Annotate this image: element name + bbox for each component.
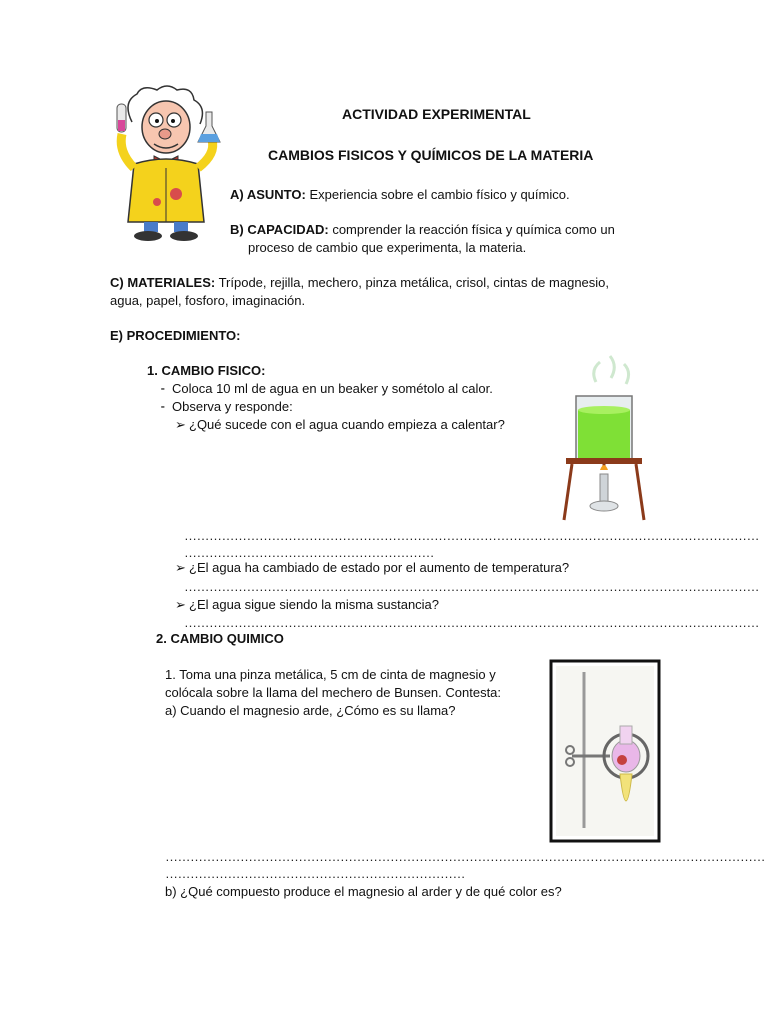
document-subtitle: CAMBIOS FISICOS Y QUÍMICOS DE LA MATERIA bbox=[268, 147, 594, 163]
asunto-label: A) ASUNTO: bbox=[230, 187, 306, 202]
asunto-text: Experiencia sobre el cambio físico y químico. bbox=[309, 187, 570, 202]
magnesium-burning-illustration bbox=[550, 660, 660, 842]
beaker-tripod-illustration bbox=[556, 352, 660, 524]
question-a: a) Cuando el magnesio arde, ¿Cómo es su llama? bbox=[165, 703, 456, 718]
capacidad-section bbox=[230, 222, 615, 237]
cambio-fisico-step-2: ⁃ Observa y responde: bbox=[160, 399, 293, 414]
answer-line: ……………………………………………………………………………………………………………………………… bbox=[165, 849, 765, 864]
materiales-label: C) MATERIALES: bbox=[110, 275, 216, 290]
document-title: ACTIVIDAD EXPERIMENTAL bbox=[342, 106, 531, 122]
question-b: b) ¿Qué compuesto produce el magnesio al arder y de qué color es? bbox=[165, 884, 562, 899]
answer-line: ………………………………………………………………………………………………………………………… bbox=[184, 528, 759, 543]
cambio-quimico-text-1: 1. Toma una pinza metálica, 5 cm de cinta de magnesio y bbox=[165, 667, 496, 682]
materiales-text-1: Trípode, rejilla, mechero, pinza metálica, crisol, cintas de magnesio, bbox=[218, 275, 610, 290]
dash-bullet-icon: ⁃ bbox=[160, 402, 166, 414]
question-2: ➢ ¿El agua ha cambiado de estado por el aumento de temperatura? bbox=[175, 560, 570, 575]
answer-line: ………………………………………………………………………………………………………………………… bbox=[184, 615, 759, 630]
dash-bullet-icon: ⁃ bbox=[160, 384, 166, 396]
procedimiento-label: E) PROCEDIMIENTO: bbox=[110, 328, 241, 343]
arrow-bullet-icon: ➢ bbox=[175, 417, 186, 432]
materiales-section bbox=[110, 275, 609, 290]
question-1: ➢ ¿Qué sucede con el agua cuando empieza a calentar? bbox=[175, 417, 505, 432]
cambio-quimico-text-2: colócala sobre la llama del mechero de Bunsen. Contesta: bbox=[165, 685, 502, 700]
question-3: ➢ ¿El agua sigue siendo la misma sustancia? bbox=[175, 597, 440, 612]
asunto-section bbox=[230, 187, 570, 202]
scientist-illustration bbox=[112, 82, 224, 242]
materiales-text-2: agua, papel, fosforo, imaginación. bbox=[110, 293, 306, 308]
cambio-quimico-heading: 2. CAMBIO QUIMICO bbox=[156, 631, 284, 646]
answer-line: ……………………………………………………………… bbox=[165, 866, 465, 881]
answer-line: ………………………………………………………………………………………………………………………… bbox=[184, 579, 759, 594]
cambio-fisico-heading: 1. CAMBIO FISICO: bbox=[147, 363, 266, 378]
answer-line: …………………………………………………… bbox=[184, 545, 434, 560]
capacidad-text-2: proceso de cambio que experimenta, la materia. bbox=[248, 240, 527, 255]
capacidad-text-1: comprender la reacción física y química como un bbox=[332, 222, 615, 237]
arrow-bullet-icon: ➢ bbox=[175, 597, 186, 612]
cambio-fisico-step-1: ⁃ Coloca 10 ml de agua en un beaker y sométolo al calor. bbox=[160, 381, 493, 396]
arrow-bullet-icon: ➢ bbox=[175, 560, 186, 575]
capacidad-label: B) CAPACIDAD: bbox=[230, 222, 329, 237]
